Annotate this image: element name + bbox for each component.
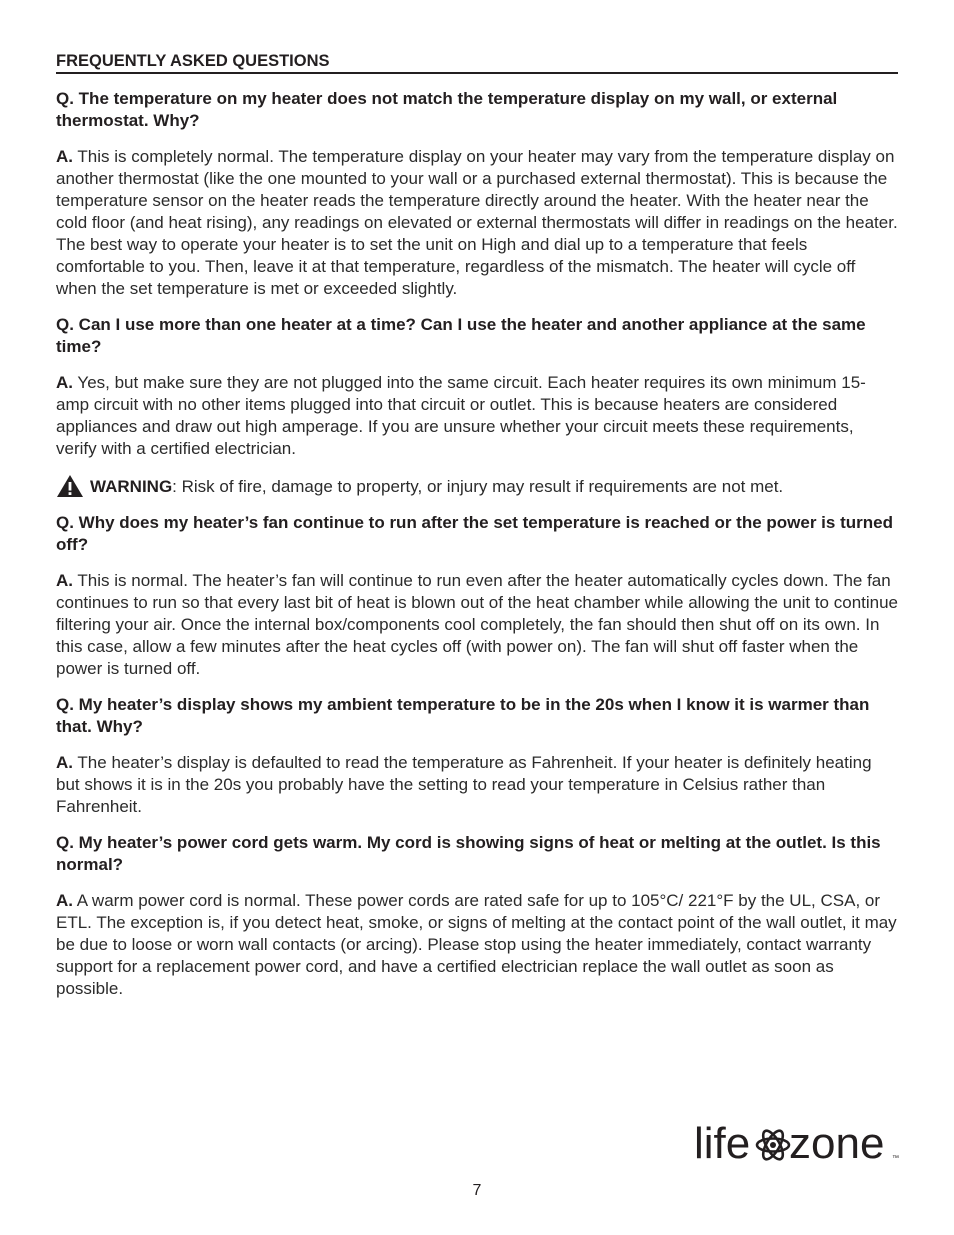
answer-label: A. — [56, 891, 73, 910]
warning-icon — [56, 474, 84, 498]
faq-answer — [56, 890, 898, 1000]
faq-question: Q. My heater’s display shows my ambient temperature to be in the 20s when I know it is warmer than that. Why? — [56, 695, 870, 736]
faq-answer — [56, 146, 898, 300]
answer-label: A. — [56, 571, 73, 590]
warning-notice — [56, 474, 898, 498]
lifezone-logo — [694, 1116, 904, 1172]
faq-page — [56, 52, 898, 1014]
faq-question: Q. My heater’s power cord gets warm. My cord is showing signs of heat or melting at the outlet. Is this normal? — [56, 833, 881, 874]
answer-label: A. — [56, 373, 73, 392]
answer-text: This is normal. The heater’s fan will continue to run even after the heater automatically cycles down. The fan continues to run so that every last bit of heat is blown out of the heat chamber while allowing the unit to continue filtering your air. Once the internal box/components cool completely, the fan should then shut off on its own. In this case, allow a few minutes after the heat cycles off (with power on). The fan will shut off faster when the power is turned off. — [56, 571, 899, 678]
faq-question: Q. Why does my heater’s fan continue to run after the set temperature is reached or the power is turned off? — [56, 513, 893, 554]
warning-label: WARNING — [90, 477, 173, 496]
trademark-symbol: ™ — [892, 1155, 899, 1162]
faq-question: Q. The temperature on my heater does not match the temperature display on my wall, or external thermostat. Why? — [56, 89, 838, 130]
answer-label: A. — [56, 147, 73, 166]
answer-text: A warm power cord is normal. These power cords are rated safe for up to 105°C/ 221°F by the UL, CSA, or ETL. The exception is, if you detect heat, smoke, or signs of melting at the contact point of the wall outlet, it may be due to loose or worn wall contacts (or arcing). Please stop using the heater immediately, contact warranty support for a replacement power cord, and have a certified electrician replace the wall outlet as soon as possible. — [56, 891, 897, 998]
answer-text: Yes, but make sure they are not plugged into the same circuit. Each heater requires its own minimum 15-amp circuit with no other items plugged into that circuit or outlet. This is because heaters are considered appliances and draw out high amperage. If you are unsure whether your circuit meets these requirements, verify with a certified electrician. — [56, 373, 866, 458]
faq-answer — [56, 752, 898, 818]
answer-text: This is completely normal. The temperature display on your heater may vary from the temperature display on another thermostat (like the one mounted to your wall or a purchased external thermostat). This is because the temperature sensor on the heater reads the temperature directly around the heater. With the heater near the cold floor (and heat rising), any readings on elevated or external thermostats will differ in readings on the heater. The best way to operate your heater is to set the unit on High and dial up to a temperature that feels comfortable to you. Then, leave it at that temperature, regardless of the mismatch. The heater will cycle off when the set temperature is met or exceeded slightly. — [56, 147, 898, 298]
section-title: FREQUENTLY ASKED QUESTIONS — [56, 52, 898, 74]
warning-text: : Risk of fire, damage to property, or injury may result if requirements are not met. — [172, 477, 784, 496]
logo-text-right: zone — [789, 1119, 885, 1168]
page-number: 7 — [472, 1182, 482, 1199]
faq-answer — [56, 372, 898, 460]
logo-text-left: life — [694, 1119, 751, 1168]
faq-answer — [56, 570, 898, 680]
atom-icon — [757, 1128, 789, 1162]
faq-question: Q. Can I use more than one heater at a time? Can I use the heater and another appliance at the same time? — [56, 315, 866, 356]
answer-label: A. — [56, 753, 73, 772]
answer-text: The heater’s display is defaulted to read the temperature as Fahrenheit. If your heater is definitely heating but shows it is in the 20s you probably have the setting to read your temperature in Celsius rather than Fahrenheit. — [56, 753, 872, 816]
